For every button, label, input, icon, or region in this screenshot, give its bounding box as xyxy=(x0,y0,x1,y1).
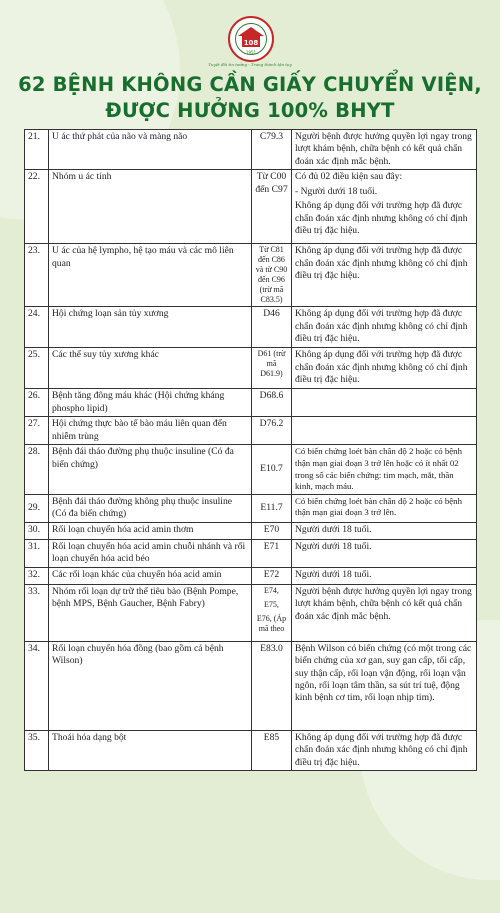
icd-code: Từ C00 đến C97 xyxy=(252,170,292,244)
table-row xyxy=(25,445,477,494)
disease-name: Thoái hóa dạng bột xyxy=(49,730,252,770)
page-title-line2: ĐƯỢC HƯỞNG 100% BHYT xyxy=(105,99,395,122)
table-row xyxy=(25,307,477,348)
condition-line: Có biến chứng loét bàn chân độ 2 hoặc có bệnh thận mạn giai đoạn 3 trở lên. xyxy=(295,495,462,518)
disease-name: U ác của hệ lympho, hệ tạo máu và các mô liên quan xyxy=(49,244,252,307)
icd-code: D76.2 xyxy=(252,417,292,445)
slogan: Tuyệt đối tin tưởng - Trung thành tận tụy xyxy=(208,62,292,67)
condition xyxy=(292,567,477,584)
condition-line: Không áp dụng đối với trường hợp đã được chẩn đoán xác định nhưng không có chỉ định điều trị đặc hiệu. xyxy=(295,731,468,768)
disease-name: Hội chứng loạn sản tủy xương xyxy=(49,307,252,348)
icd-code: D68.6 xyxy=(252,389,292,417)
table-row xyxy=(25,170,477,244)
condition xyxy=(292,389,477,417)
table-row xyxy=(25,130,477,170)
condition-line: Người dưới 18 tuổi. xyxy=(295,540,372,552)
icd-code-line: E74, xyxy=(264,585,279,595)
page-title-line1: 62 BỆNH KHÔNG CẦN GIẤY CHUYỂN VIỆN, xyxy=(18,73,482,96)
icd-code: D46 xyxy=(252,307,292,348)
disease-name: Các rối loạn khác của chuyển hóa acid amin xyxy=(49,567,252,584)
condition xyxy=(292,445,477,494)
disease-name: Bệnh đái tháo đường không phụ thuộc insuline (Có đa biến chứng) xyxy=(49,494,252,522)
row-number: 34. xyxy=(25,641,49,730)
disease-name: Rối loạn chuyển hóa acid amin thơm xyxy=(49,522,252,539)
table-row xyxy=(25,417,477,445)
icd-code: E83.0 xyxy=(252,641,292,730)
disease-table xyxy=(24,129,477,771)
icd-code: E72 xyxy=(252,567,292,584)
icd-code: E71 xyxy=(252,539,292,567)
condition-line: Không áp dụng đối với trường hợp đã được chẩn đoán xác định nhưng không có chỉ định điều trị đặc hiệu. xyxy=(295,308,468,345)
condition xyxy=(292,417,477,445)
condition xyxy=(292,730,477,770)
row-number: 22. xyxy=(25,170,49,244)
condition-line: Có biến chứng loét bàn chân độ 2 hoặc có bệnh thận mạn giai đoạn 3 trở lên hoặc có ít nhất 02 trong số các biến chứng: tim mạch, mắt, thần kinh, mạch máu. xyxy=(295,446,462,492)
icd-code-line: E76, (Áp mã theo xyxy=(256,613,287,633)
table-row xyxy=(25,584,477,641)
condition xyxy=(292,130,477,170)
disease-name: Bệnh tăng đông máu khác (Hội chứng kháng phospho lipid) xyxy=(49,389,252,417)
disease-name: Nhóm rối loạn dự trữ thể tiêu bào (Bệnh Pompe, bệnh MPS, Bệnh Gaucher, Bệnh Fabry) xyxy=(49,584,252,641)
row-number: 24. xyxy=(25,307,49,348)
row-number: 31. xyxy=(25,539,49,567)
disease-name: Bệnh đái tháo đường phụ thuộc insuline (Có đa biến chứng) xyxy=(49,445,252,494)
hospital-logo xyxy=(228,16,274,62)
row-number: 30. xyxy=(25,522,49,539)
condition xyxy=(292,522,477,539)
condition xyxy=(292,170,477,244)
condition-line: Có đủ 02 điều kiện sau đây: xyxy=(295,171,403,183)
disease-name: Các thể suy tủy xương khác xyxy=(49,348,252,389)
condition-line: Không áp dụng đối với trường hợp đã được chẩn đoán xác định nhưng không có chỉ định điều trị đặc hiệu. xyxy=(295,349,468,386)
logo-number: 108 xyxy=(243,39,259,47)
disease-name: Hội chứng thực bào tế bào máu liên quan đến nhiễm trùng xyxy=(49,417,252,445)
condition xyxy=(292,584,477,641)
row-number: 25. xyxy=(25,348,49,389)
icd-code: C79.3 xyxy=(252,130,292,170)
condition xyxy=(292,494,477,522)
logo-year: 1951 xyxy=(245,50,257,55)
condition-line: Không áp dụng đối với trường hợp đã được chẩn đoán xác định nhưng không có chỉ định điều trị đặc hiệu. xyxy=(295,200,468,237)
condition-line: - Người dưới 18 tuổi. xyxy=(295,185,378,197)
icd-code: E85 xyxy=(252,730,292,770)
table-row xyxy=(25,522,477,539)
row-number: 29. xyxy=(25,494,49,522)
condition xyxy=(292,307,477,348)
disease-name: Rối loạn chuyển hóa acid amin chuỗi nhánh và rối loạn chuyển hóa acid béo xyxy=(49,539,252,567)
row-number: 35. xyxy=(25,730,49,770)
row-number: 28. xyxy=(25,445,49,494)
icd-code: E10.7 xyxy=(252,445,292,494)
row-number: 27. xyxy=(25,417,49,445)
condition-line: Người dưới 18 tuổi. xyxy=(295,568,372,580)
row-number: 26. xyxy=(25,389,49,417)
table-row xyxy=(25,389,477,417)
table-row xyxy=(25,641,477,730)
condition xyxy=(292,539,477,567)
condition-line: Người bệnh được hưởng quyền lợi ngay trong lượt khám bệnh, chữa bệnh có kết quả chẩn đoán xác định mắc bệnh. xyxy=(295,585,472,622)
condition-line: Không áp dụng đối với trường hợp đã được chẩn đoán xác định nhưng không có chỉ định điều trị đặc hiệu. xyxy=(295,245,468,282)
icd-code: E11.7 xyxy=(252,494,292,522)
icd-code-line: E75, xyxy=(264,599,279,609)
row-number: 33. xyxy=(25,584,49,641)
condition xyxy=(292,348,477,389)
disease-name: Rối loạn chuyển hóa đồng (bao gồm cả bệnh Wilson) xyxy=(49,641,252,730)
condition xyxy=(292,641,477,730)
icd-code: Từ C81 đến C86 và từ C90 đến C96 (trừ mã C83.5) xyxy=(252,244,292,307)
row-number: 23. xyxy=(25,244,49,307)
disease-name: U ác thứ phát của não và màng não xyxy=(49,130,252,170)
row-number: 21. xyxy=(25,130,49,170)
condition-line: Bệnh Wilson có biến chứng (có một trong các biến chứng của xơ gan, suy gan cấp, tổi cấp, suy thận cấp, rối loạn vận động, rối loạn vận ngôn, rối loạn tâm thần, sa sút trí tuệ, động kinh bệnh cơ tim, rối loạn nhịp tim). xyxy=(295,642,472,704)
table-row xyxy=(25,348,477,389)
table-row xyxy=(25,539,477,567)
table-row xyxy=(25,567,477,584)
condition-line: Người bệnh được hưởng quyền lợi ngay trong lượt khám bệnh, chữa bệnh có kết quả chẩn đoán xác định mắc bệnh. xyxy=(295,131,472,167)
table-row xyxy=(25,730,477,770)
disease-name: Nhóm u ác tính xyxy=(49,170,252,244)
condition-line: Người dưới 18 tuổi. xyxy=(295,523,372,535)
condition xyxy=(292,244,477,307)
table-row xyxy=(25,494,477,522)
icd-code xyxy=(252,584,292,641)
icd-code: D61 (trừ mã D61.9) xyxy=(252,348,292,389)
row-number: 32. xyxy=(25,567,49,584)
icd-code: E70 xyxy=(252,522,292,539)
table-row xyxy=(25,244,477,307)
